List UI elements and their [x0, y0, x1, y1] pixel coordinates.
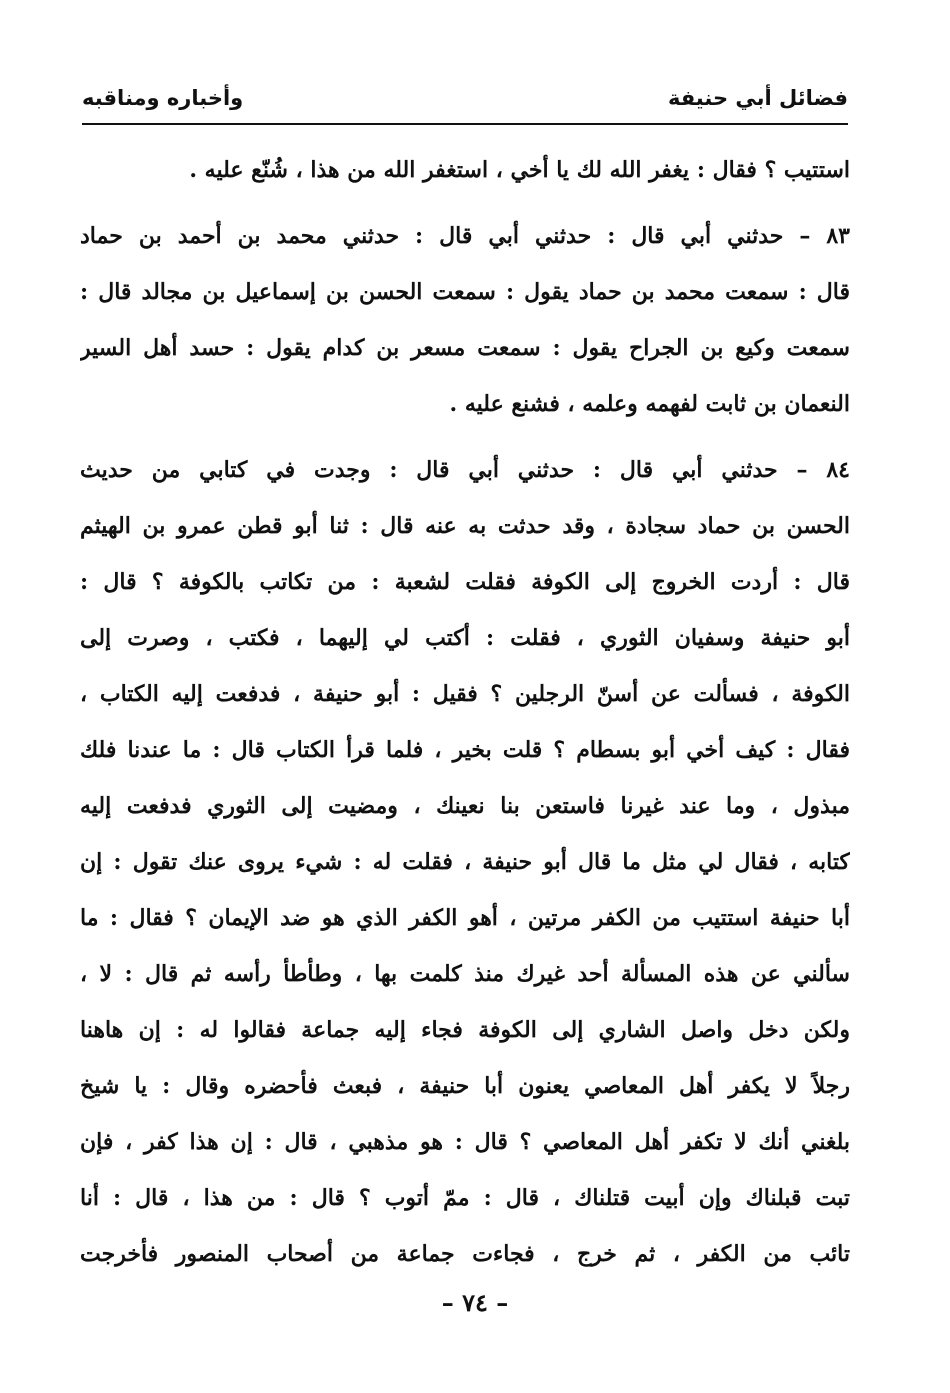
text-line: سألني عن هذه المسألة أحد غيرك منذ كلمت بها ، وطأطأ رأسه ثم قال : لا ، [80, 961, 850, 987]
page-number: – ٧٤ – [441, 1288, 509, 1317]
header-book-title: فضائل أبي حنيفة [667, 86, 848, 110]
text-line: تائب من الكفر ، ثم خرج ، فجاءت جماعة من أصحاب المنصور فأخرجت [80, 1241, 850, 1267]
page-body [80, 142, 850, 1282]
text-line: الكوفة ، فسألت عن أسنّ الرجلين ؟ فقيل : أبو حنيفة ، فدفعت إليه الكتاب ، [80, 681, 850, 707]
text-line: بلغني أنك لا تكفر أهل المعاصي ؟ قال : هو مذهبي ، قال : إن هذا كفر ، فإن [80, 1129, 850, 1155]
text-line: كتابه ، فقال لي مثل ما قال أبو حنيفة ، فقلت له : شيء يروى عنك تقول : إن [80, 849, 850, 875]
header-divider [82, 123, 848, 125]
text-line: فقال : كيف أخي أبو بسطام ؟ قلت بخير ، فلما قرأ الكتاب قال : ما عندنا فلك [80, 737, 850, 763]
paragraph-84 [80, 442, 850, 1282]
running-header [82, 82, 848, 122]
header-section-title: وأخباره ومناقبه [82, 86, 244, 110]
text-line: استتيب ؟ فقال : يغفر الله لك يا أخي ، استغفر الله من هذا ، شُنّع عليه . [189, 157, 850, 183]
paragraph-continuation [80, 142, 850, 198]
text-line: النعمان بن ثابت لفهمه وعلمه ، فشنع عليه . [449, 391, 850, 417]
text-line: الحسن بن حماد سجادة ، وقد حدثت به عنه قال : ثنا أبو قطن عمرو بن الهيثم [80, 513, 850, 539]
text-line: ٨٣ – حدثني أبي قال : حدثني أبي قال : حدثني محمد بن أحمد بن حماد [80, 223, 850, 249]
text-line: مبذول ، وما عند غيرنا فاستعن بنا نعينك ، ومضيت إلى الثوري فدفعت إليه [80, 793, 850, 819]
text-line: قال : أردت الخروج إلى الكوفة فقلت لشعبة : من تكاتب بالكوفة ؟ قال : [80, 569, 850, 595]
text-line: رجلاً لا يكفر أهل المعاصي يعنون أبا حنيفة ، فبعث فأحضره وقال : يا شيخ [80, 1073, 850, 1099]
paragraph-83 [80, 208, 850, 432]
paragraph-gap [80, 432, 850, 442]
text-line: تبت قبلناك وإن أبيت قتلناك ، قال : ممّ أتوب ؟ قال : من هذا ، قال : أنا [80, 1185, 850, 1211]
text-line: ولكن دخل واصل الشاري إلى الكوفة فجاء إليه جماعة فقالوا له : إن هاهنا [80, 1017, 850, 1043]
paragraph-gap [80, 198, 850, 208]
text-line: قال : سمعت محمد بن حماد يقول : سمعت الحسن بن إسماعيل بن مجالد قال : [80, 279, 850, 305]
text-line: ٨٤ – حدثني أبي قال : حدثني أبي قال : وجدت في كتابي من حديث [80, 457, 850, 483]
text-line: أبا حنيفة استتيب من الكفر مرتين ، أهو الكفر الذي هو ضد الإيمان ؟ فقال : ما [80, 905, 850, 931]
text-line: أبو حنيفة وسفيان الثوري ، فقلت : أكتب لي إليهما ، فكتب ، وصرت إلى [80, 625, 850, 651]
text-line: سمعت وكيع بن الجراح يقول : سمعت مسعر بن كدام يقول : حسد أهل السير [80, 335, 850, 361]
